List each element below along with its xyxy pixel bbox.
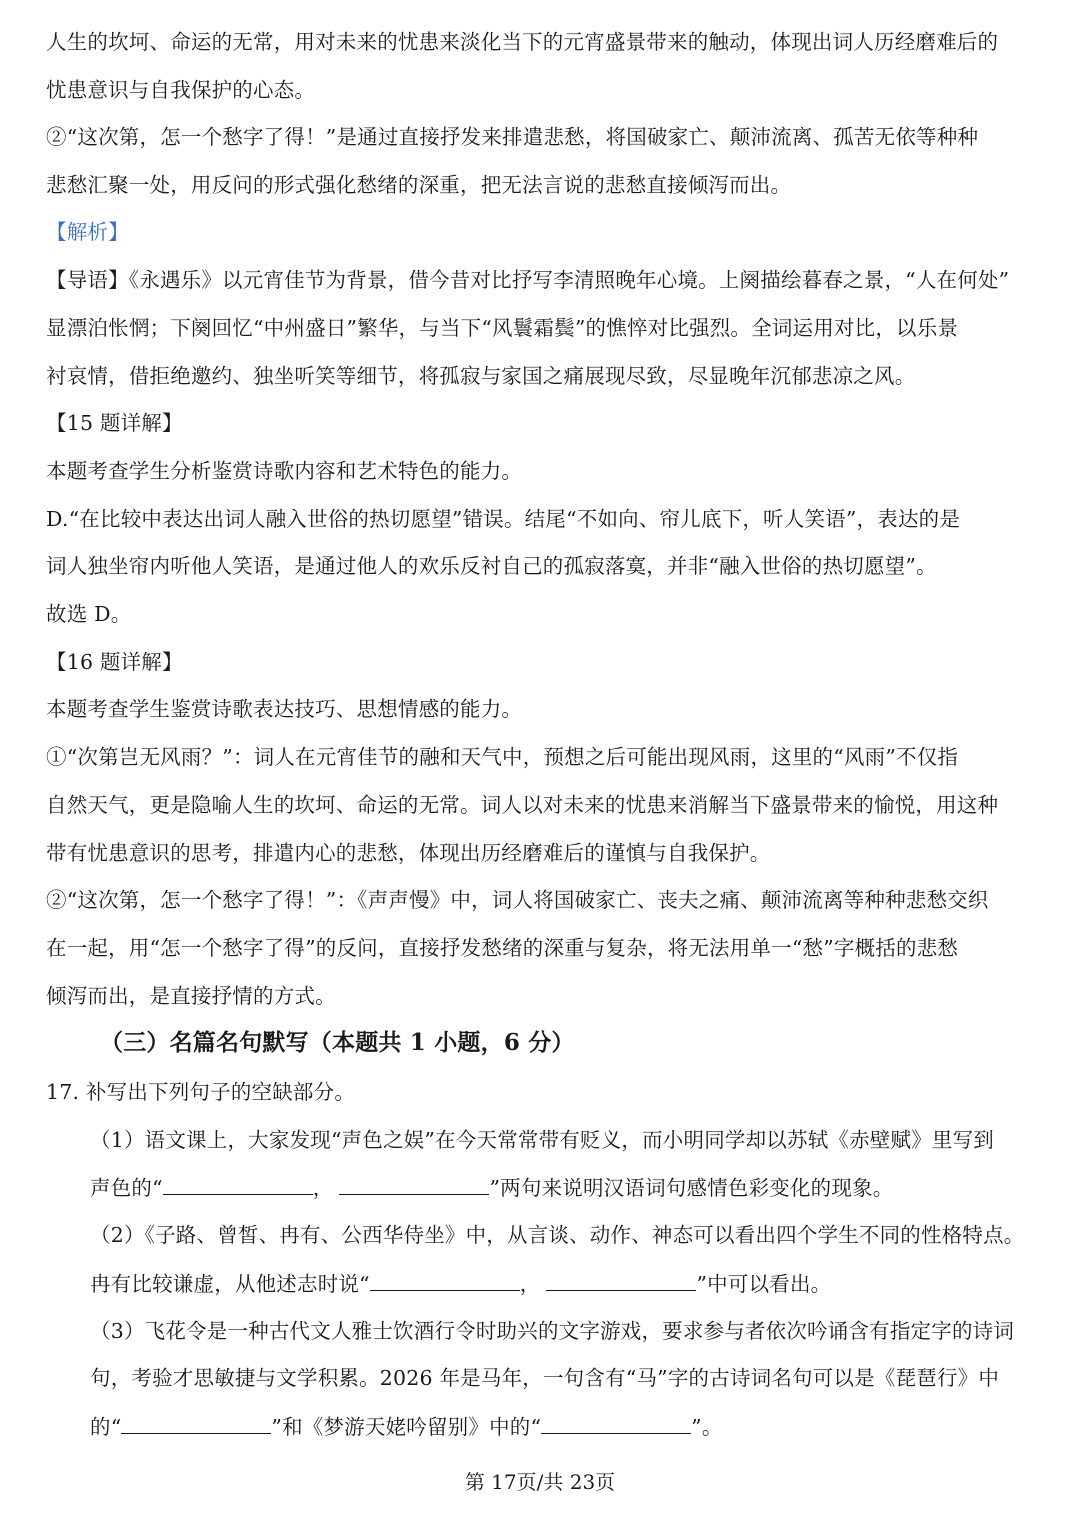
sub1-post-text: ”两句来说明汉语词句感情色彩变化的现象。 (489, 1176, 894, 1200)
q16-line-4: 带有忧患意识的思考，排遣内心的悲愁，体现出历经磨难后的谨慎与自我保护。 (46, 841, 771, 865)
q15-line-2: D.“在比较中表达出词人融入世俗的热切愿望”错误。结尾“不如向、帘儿底下，听人笑语”，表达的是 (46, 507, 961, 531)
q16-line-6: 在一起，用“怎一个愁字了得”的反问，直接抒发愁绪的深重与复杂，将无法用单一“愁”字概括的悲愁 (46, 936, 959, 960)
analysis-label: 【解析】 (46, 220, 129, 244)
q17-sub2-line-2 (90, 1268, 1040, 1299)
q15-title: 【15 题详解】 (46, 411, 183, 435)
answer-line-4: 悲愁汇聚一处，用反问的形式强化愁绪的深重，把无法言说的悲愁直接倾泻而出。 (46, 173, 792, 197)
sub1-mid-text: ， (312, 1176, 334, 1200)
q17-sub1-line-1: （1）语文课上，大家发现“声色之娱”在今天常常带有贬义，而小明同学却以苏轼《赤壁赋》里写到 (90, 1128, 995, 1152)
q16-title: 【16 题详解】 (46, 650, 183, 674)
q17-sub2-line-1: （2）《子路、曾皙、冉有、公西华侍坐》中，从言谈、动作、神态可以看出四个学生不同的性格特点。 (90, 1223, 1025, 1247)
sub3-post-text: ”。 (691, 1415, 723, 1439)
section-heading: （三）名篇名句默写（本题共 1 小题，6 分） (100, 1029, 575, 1056)
answer-blank-2[interactable] (339, 1172, 489, 1195)
sub3-pre-text: 的“ (90, 1415, 122, 1439)
q17-prompt: 17. 补写出下列句子的空缺部分。 (46, 1080, 356, 1104)
answer-blank-1[interactable] (163, 1172, 313, 1195)
sub1-pre-text: 声色的“ (90, 1176, 163, 1200)
q16-line-1: 本题考查学生鉴赏诗歌表达技巧、思想情感的能力。 (46, 697, 523, 721)
answer-line-3: ②“这次第，怎一个愁字了得！”是通过直接抒发来排遣悲愁，将国破家亡、颠沛流离、孤苦无依等种种 (46, 125, 979, 149)
answer-blank-5[interactable] (121, 1411, 271, 1434)
page-footer: 第 17页/共 23页 (464, 1470, 616, 1494)
answer-line-2: 忧患意识与自我保护的心态。 (46, 78, 316, 102)
q17-sub3-line-2: 句，考验才思敏捷与文学积累。2026 年是马年，一句含有“马”字的古诗词名句可以是《琵琶行》中 (90, 1366, 1000, 1390)
q17-sub3-line-1: （3）飞花令是一种古代文人雅士饮酒行令时助兴的文字游戏，要求参与者依次吟诵含有指定字的诗词 (90, 1319, 1015, 1343)
sub2-mid-text: ， (519, 1272, 541, 1296)
sub2-pre-text: 冉有比较谦虚，从他述志时说“ (90, 1272, 370, 1296)
q17-sub3-line-3 (90, 1411, 1040, 1442)
intro-line-2: 显漂泊怅惘；下阕回忆“中州盛日”繁华，与当下“风鬟霜鬓”的憔悴对比强烈。全词运用对比，以乐景 (46, 316, 959, 340)
sub2-post-text: ”中可以看出。 (696, 1272, 832, 1296)
q15-line-1: 本题考查学生分析鉴赏诗歌内容和艺术特色的能力。 (46, 459, 523, 483)
q15-line-4: 故选 D。 (46, 602, 132, 626)
intro-line-1: 【导语】《永遇乐》以元宵佳节为背景，借今昔对比抒写李清照晚年心境。上阕描绘暮春之景，“人在何处” (46, 268, 1010, 292)
answer-line-1: 人生的坎坷、命运的无常，用对未来的忧患来淡化当下的元宵盛景带来的触动，体现出词人历经磨难后的 (46, 30, 999, 54)
q16-line-5: ②“这次第，怎一个愁字了得！”：《声声慢》中，词人将国破家亡、丧夫之痛、颠沛流离等种种悲愁交织 (46, 888, 989, 912)
q15-line-3: 词人独坐帘内听他人笑语，是通过他人的欢乐反衬自己的孤寂落寞，并非“融入世俗的热切愿望”。 (46, 554, 937, 578)
intro-line-3: 衬哀情，借拒绝邀约、独坐听笑等细节，将孤寂与家国之痛展现尽致，尽显晚年沉郁悲凉之风。 (46, 364, 916, 388)
q16-line-3: 自然天气，更是隐喻人生的坎坷、命运的无常。词人以对未来的忧患来消解当下盛景带来的愉悦，用这种 (46, 793, 999, 817)
q16-line-2: ①“次第岂无风雨？”：词人在元宵佳节的融和天气中，预想之后可能出现风雨，这里的“风雨”不仅指 (46, 745, 959, 769)
answer-blank-4[interactable] (546, 1268, 696, 1291)
q17-sub1-line-2 (90, 1172, 1040, 1203)
q16-line-7: 倾泻而出，是直接抒情的方式。 (46, 984, 336, 1008)
answer-blank-3[interactable] (370, 1268, 520, 1291)
sub3-mid-text: ”和《梦游天姥吟留别》中的“ (271, 1415, 542, 1439)
answer-blank-6[interactable] (541, 1411, 691, 1434)
